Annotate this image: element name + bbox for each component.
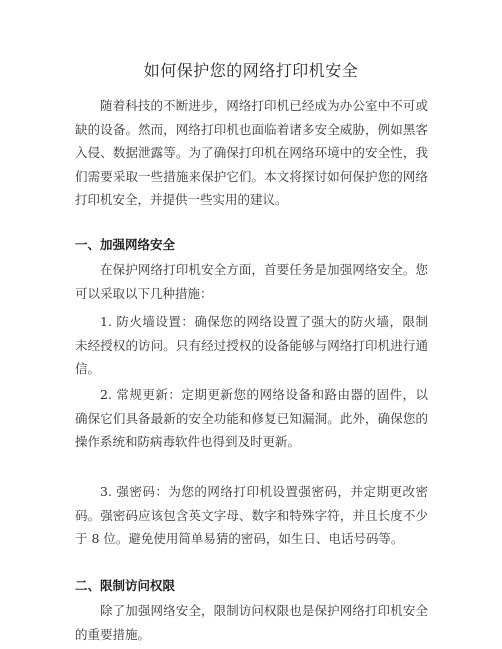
document-title: 如何保护您的网络打印机安全 (143, 61, 359, 80)
list-item-strong-password: 3. 强密码：为您的网络打印机设置强密码，并定期更改密码。强密码应该包含英文字母、数字和特殊字符，并且长度不少于 8 位。避免使用简单易猜的密码，如生日、电话号码等。 (75, 484, 428, 547)
section-lead-network-security: 在保护网络打印机安全方面，首要任务是加强网络安全。您可以采取以下几种措施： (75, 262, 428, 301)
section-lead-access-control: 除了加强网络安全，限制访问权限也是保护网络打印机安全的重要措施。 (75, 603, 428, 642)
list-item-updates: 2. 常规更新：定期更新您的网络设备和路由器的固件，以确保它们具备最新的安全功能和修复已知漏洞。此外，确保您的操作系统和防病毒软件也得到及时更新。 (75, 387, 428, 450)
section-heading-access-control: 二、限制访问权限 (75, 578, 176, 593)
list-item-firewall: 1. 防火墙设置：确保您的网络设置了强大的防火墙，限制未经授权的访问。只有经过授权的设备能够与网络打印机进行通信。 (75, 314, 428, 377)
section-heading-network-security: 一、加强网络安全 (75, 237, 176, 252)
intro-paragraph: 随着科技的不断进步，网络打印机已经成为办公室中不可或缺的设备。然而，网络打印机也面临着诸多安全威胁，例如黑客入侵、数据泄露等。为了确保打印机在网络环境中的安全性，我们需要采取一些措施来保护它们。本文将探讨如何保护您的网络打印机安全，并提供一些实用的建议。 (75, 98, 428, 208)
